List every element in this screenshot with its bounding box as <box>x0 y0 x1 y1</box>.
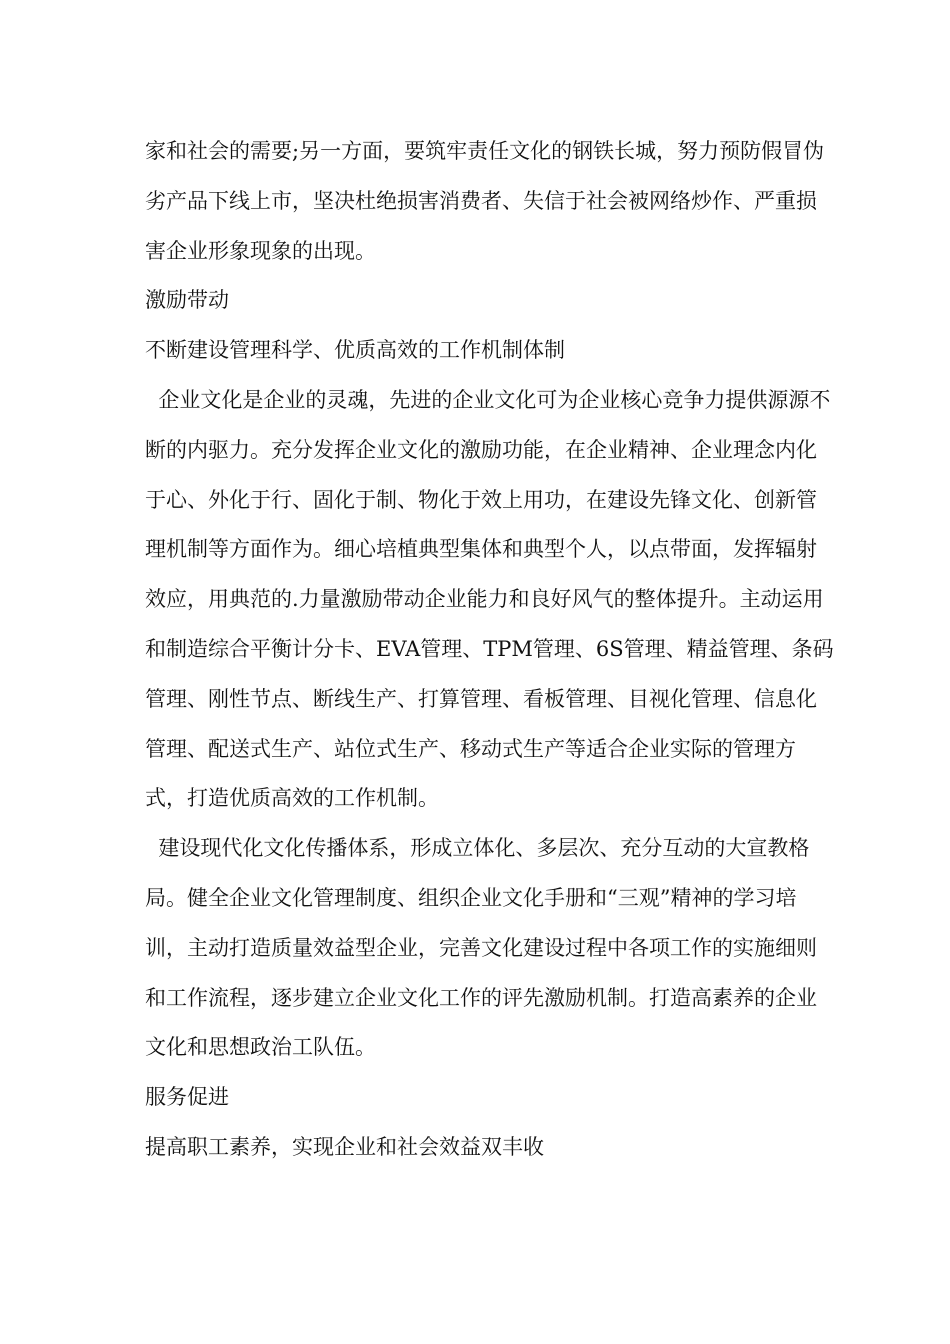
paragraph-enterprise-culture: 企业文化是企业的灵魂，先进的企业文化可为企业核心竞争力提供源源不断的内驱力。充分发挥企业文化的激励功能，在企业精神、企业理念内化于心、外化于行、固化于制、物化于效上用功，在建设先锋文化、创新管理机制等方面作为。细心培植典型集体和典型个人，以点带面，发挥辐射效应，用典范的.力量激励带动企业能力和良好风气的整体提升。主动运用和制造综合平衡计分卡、EVA管理、TPM管理、6S管理、精益管理、条码管理、刚性节点、断线生产、打算管理、看板管理、目视化管理、信息化管理、配送式生产、站位式生产、移动式生产等适合企业实际的管理方式，打造优质高效的工作机制。 <box>145 387 834 811</box>
document-body <box>145 127 835 1173</box>
section-heading-service: 服务促进 <box>145 1085 229 1110</box>
paragraph-communication-system: 建设现代化文化传播体系，形成立体化、多层次、充分互动的大宣教格局。健全企业文化管理制度、组织企业文化手册和“三观”精神的学习培训，主动打造质量效益型企业，完善文化建设过程中各项工作的实施细则和工作流程，逐步建立企业文化工作的评先激励机制。打造高素养的企业文化和思想政治工队伍。 <box>145 836 817 1060</box>
paragraph-responsibility-culture: 家和社会的需要;另一方面，要筑牢责任文化的钢铁长城，努力预防假冒伪劣产品下线上市，坚决杜绝损害消费者、失信于社会被网络炒作、严重损害企业形象现象的出现。 <box>145 139 825 263</box>
section-subheading-quality: 提高职工素养，实现企业和社会效益双丰收 <box>145 1134 544 1159</box>
section-heading-incentive: 激励带动 <box>145 288 229 313</box>
section-subheading-mechanism: 不断建设管理科学、优质高效的工作机制体制 <box>145 338 565 363</box>
